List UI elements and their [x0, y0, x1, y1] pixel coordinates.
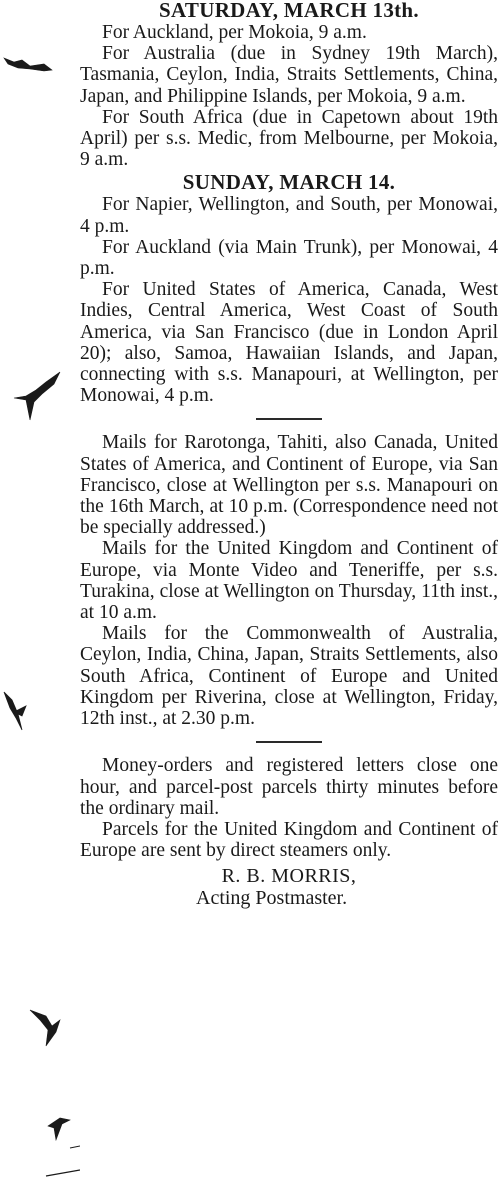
ink-mark-6 [46, 1170, 80, 1176]
article-column [80, 0, 498, 909]
signatory-name: R. B. MORRIS, [221, 865, 357, 888]
section-heading-saturday: SATURDAY, MARCH 13th. [159, 0, 419, 22]
ink-mark-5 [48, 1118, 70, 1140]
schedule-item: For South Africa (due in Capetown about 19th April) per s.s. Medic, from Melbourne, per Mokoia, 9 a.m. [80, 106, 498, 171]
ink-mark-2 [14, 372, 60, 420]
margin-ink-marks [0, 0, 80, 1186]
signatory-title: Acting Postmaster. [196, 887, 348, 910]
postal-notice: Parcels for the United Kingdom and Continent of Europe are sent by direct steamers only. [80, 818, 498, 862]
mail-closing-notice: Mails for the Commonwealth of Australia, Ceylon, India, China, Japan, Straits Settlements, also South Africa, Continent of Europe and United Kingdom per Riverina, close at Wellington, Friday, 12th inst., at 2.30 p.m. [80, 623, 498, 730]
ink-mark-7 [70, 1146, 80, 1148]
mail-closing-notice: Mails for the United Kingdom and Continent of Europe, via Monte Video and Teneriffe, per s.s. Turakina, close at Wellington on Thursday, 11th inst., at 10 a.m. [80, 538, 498, 624]
schedule-item: For Auckland (via Main Trunk), per Monowai, 4 p.m. [80, 236, 498, 280]
section-divider [256, 418, 322, 420]
section-heading-sunday: SUNDAY, MARCH 14. [182, 170, 396, 195]
schedule-item: For United States of America, Canada, West Indies, Central America, West Coast of South America, via San Francisco (due in London April 20); also, Samoa, Hawaiian Islands, and Japan, connecting with s.s. Manapouri, at Wellington, per Monowai, 4 p.m. [80, 279, 498, 407]
schedule-item: For Australia (due in Sydney 19th March), Tasmania, Ceylon, India, Straits Settlements, China, Japan, and Philippine Islands, per Mokoia, 9 a.m. [80, 43, 498, 107]
postal-notice: Money-orders and registered letters close one hour, and parcel-post parcels thirty minutes before the ordinary mail. [80, 755, 498, 819]
ink-mark-3 [4, 692, 26, 730]
schedule-item: For Auckland, per Mokoia, 9 a.m. [102, 22, 367, 43]
schedule-item: For Napier, Wellington, and South, per Monowai, 4 p.m. [80, 194, 498, 237]
ink-mark-1 [4, 58, 52, 71]
section-divider [256, 741, 322, 743]
mail-closing-notice: Mails for Rarotonga, Tahiti, also Canada, United States of America, and Continent of Europe, via San Francisco, close at Wellington per s.s. Manapouri on the 16th March, at 10 p.m. (Correspondence need not be specially addressed.) [80, 432, 498, 539]
ink-mark-4 [30, 1010, 60, 1046]
